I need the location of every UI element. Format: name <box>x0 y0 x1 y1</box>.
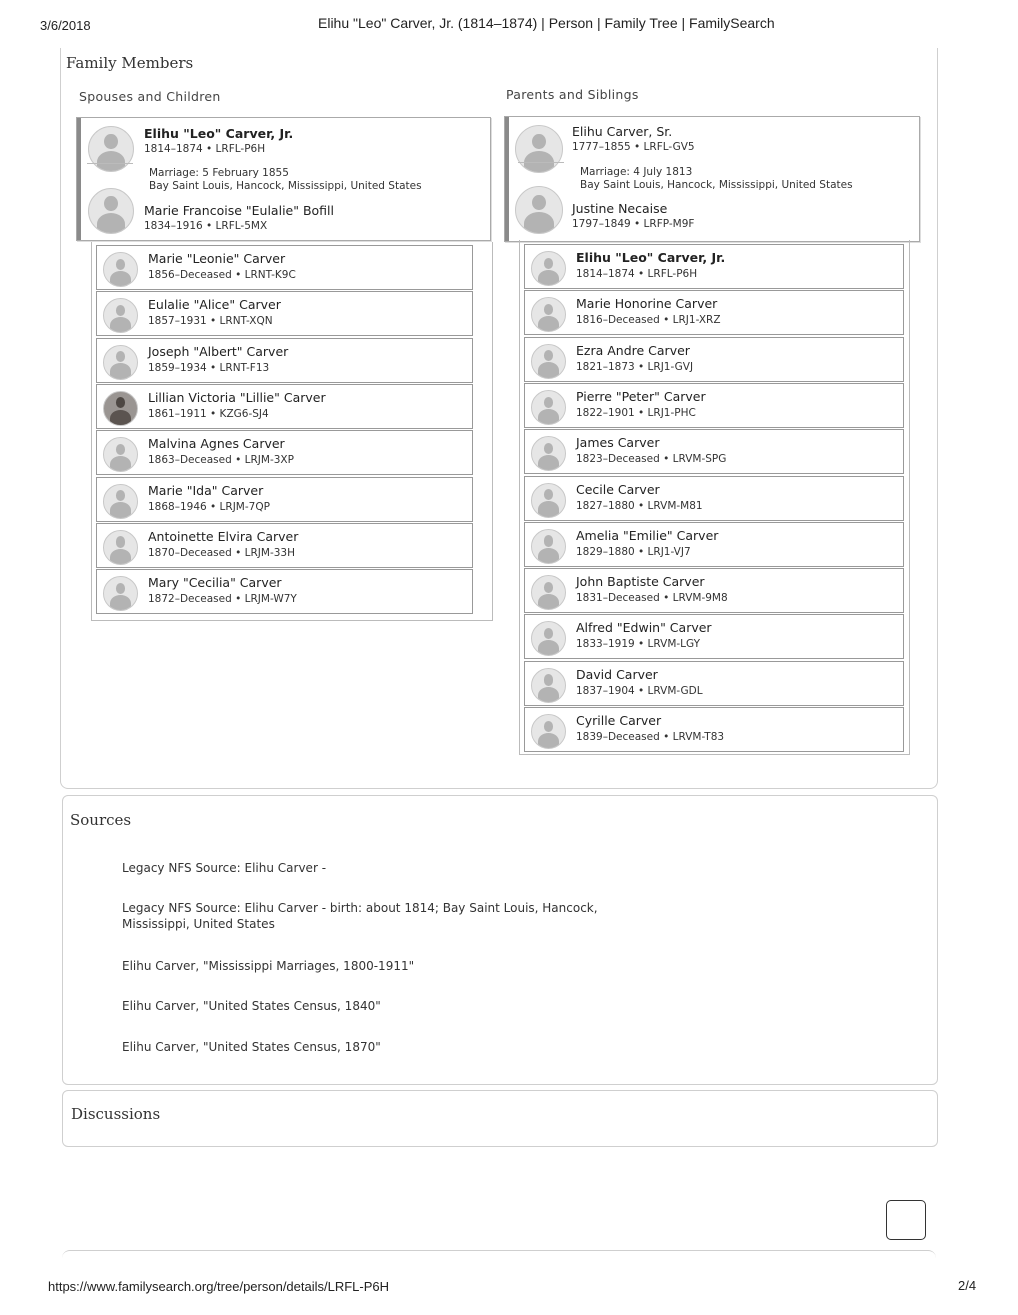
male-silhouette-icon <box>531 390 566 425</box>
discussions-panel <box>62 1090 938 1147</box>
person-card[interactable] <box>524 383 904 428</box>
male-silhouette-icon <box>531 714 566 749</box>
sources-heading: Sources <box>70 811 132 829</box>
parents-siblings-heading: Parents and Siblings <box>506 87 639 102</box>
marriage-place: Bay Saint Louis, Hancock, Mississippi, United States <box>580 179 853 191</box>
person-name[interactable]: John Baptiste Carver <box>576 574 705 590</box>
person-card[interactable] <box>524 614 904 659</box>
print-date: 3/6/2018 <box>40 18 91 33</box>
person-card[interactable] <box>96 338 473 383</box>
person-name[interactable]: Alfred "Edwin" Carver <box>576 620 712 636</box>
person-lifespan-id: 1823–Deceased • LRVM-SPG <box>576 453 727 466</box>
source-item[interactable]: Legacy NFS Source: Elihu Carver - <box>122 861 327 875</box>
parents-couple-card <box>504 116 920 242</box>
person-lifespan-id: 1816–Deceased • LRJ1-XRZ <box>576 314 721 327</box>
print-url: https://www.familysearch.org/tree/person/details/LRFL-P6H <box>48 1279 390 1294</box>
person-card[interactable] <box>524 707 904 752</box>
feedback-square-icon[interactable] <box>886 1200 926 1240</box>
person-name[interactable]: Marie Francoise "Eulalie" Bofill <box>144 203 334 218</box>
person-name[interactable]: Mary "Cecilia" Carver <box>148 575 282 591</box>
marriage-date: Marriage: 5 February 1855 <box>149 167 289 179</box>
wife-person[interactable] <box>77 181 490 241</box>
person-lifespan-id: 1856–Deceased • LRNT-K9C <box>148 269 296 281</box>
person-lifespan-id: 1857–1931 • LRNT-XQN <box>148 315 273 328</box>
divider <box>518 162 564 163</box>
male-silhouette-icon <box>103 345 138 380</box>
person-name[interactable]: Cecile Carver <box>576 481 660 497</box>
person-name[interactable]: Lillian Victoria "Lillie" Carver <box>148 389 326 405</box>
female-silhouette-icon <box>515 186 563 234</box>
person-name[interactable]: Joseph "Albert" Carver <box>148 343 289 359</box>
male-silhouette-icon <box>531 344 566 379</box>
person-name[interactable]: Ezra Andre Carver <box>576 342 690 358</box>
person-card[interactable] <box>96 430 473 475</box>
marriage-date: Marriage: 4 July 1813 <box>580 166 693 178</box>
female-silhouette-icon <box>103 576 138 611</box>
female-silhouette-icon <box>103 252 138 287</box>
person-card[interactable] <box>96 523 473 568</box>
person-name[interactable]: Pierre "Peter" Carver <box>576 388 706 404</box>
spouses-children-heading: Spouses and Children <box>79 89 221 104</box>
person-name[interactable]: James Carver <box>576 435 660 451</box>
person-card[interactable] <box>96 291 473 336</box>
person-lifespan-id: 1872–Deceased • LRJM-W7Y <box>148 593 297 606</box>
male-silhouette-icon <box>88 126 134 172</box>
source-item[interactable]: Elihu Carver, "United States Census, 1870" <box>122 1040 381 1054</box>
person-card[interactable] <box>524 429 904 474</box>
female-silhouette-icon <box>103 298 138 333</box>
person-lifespan-id: 1870–Deceased • LRJM-33H <box>148 546 295 559</box>
source-item[interactable]: Legacy NFS Source: Elihu Carver - birth: about 1814; Bay Saint Louis, Hancock, Mississippi, United States <box>122 901 598 931</box>
source-item[interactable]: Elihu Carver, "United States Census, 1840" <box>122 999 381 1013</box>
male-silhouette-icon <box>515 125 563 173</box>
person-card[interactable] <box>524 522 904 567</box>
female-silhouette-icon <box>531 483 566 518</box>
person-lifespan-id: 1859–1934 • LRNT-F13 <box>148 361 270 374</box>
person-lifespan-id: 1777–1855 • LRFL-GV5 <box>572 141 695 153</box>
person-lifespan-id: 1829–1880 • LRJ1-VJ7 <box>576 545 691 558</box>
person-lifespan-id: 1834–1916 • LRFL-5MX <box>144 220 268 232</box>
female-silhouette-icon <box>103 484 138 519</box>
person-card[interactable] <box>524 661 904 706</box>
person-lifespan-id: 1814–1874 • LRFL-P6H <box>144 143 266 155</box>
person-card[interactable] <box>96 477 473 522</box>
discussions-heading: Discussions <box>71 1105 161 1123</box>
female-silhouette-icon <box>531 297 566 332</box>
person-lifespan-id: 1797–1849 • LRFP-M9F <box>572 218 695 230</box>
person-lifespan-id: 1861–1911 • KZG6-SJ4 <box>148 407 269 420</box>
mother-person[interactable] <box>505 180 919 240</box>
spouse-couple-card <box>76 117 491 241</box>
next-panel-edge <box>62 1250 936 1271</box>
person-name[interactable]: Malvina Agnes Carver <box>148 436 285 452</box>
person-name[interactable]: Antoinette Elvira Carver <box>148 528 299 544</box>
person-lifespan-id: 1822–1901 • LRJ1-PHC <box>576 406 696 419</box>
male-silhouette-icon <box>531 436 566 471</box>
person-card[interactable] <box>524 568 904 613</box>
person-name[interactable]: David Carver <box>576 666 658 682</box>
marriage-place: Bay Saint Louis, Hancock, Mississippi, United States <box>149 180 422 192</box>
person-card[interactable] <box>96 569 473 614</box>
person-lifespan-id: 1827–1880 • LRVM-M81 <box>576 499 703 512</box>
person-lifespan-id: 1837–1904 • LRVM-GDL <box>576 684 703 697</box>
female-silhouette-icon <box>531 529 566 564</box>
person-card[interactable] <box>96 245 473 290</box>
male-silhouette-icon <box>531 575 566 610</box>
person-name[interactable]: Amelia "Emilie" Carver <box>576 527 719 543</box>
family-members-heading: Family Members <box>66 54 194 72</box>
person-name[interactable]: Cyrille Carver <box>576 713 662 728</box>
person-lifespan-id: 1863–Deceased • LRJM-3XP <box>148 454 294 467</box>
print-page-number: 2/4 <box>958 1278 977 1293</box>
female-silhouette-icon <box>103 437 138 472</box>
person-name[interactable]: Eulalie "Alice" Carver <box>148 297 281 313</box>
sources-panel <box>62 795 938 1085</box>
person-card[interactable] <box>524 244 904 289</box>
portrait-photo <box>103 391 138 426</box>
person-name[interactable]: Marie "Leonie" Carver <box>148 251 286 266</box>
male-silhouette-icon <box>531 668 566 703</box>
female-silhouette-icon <box>103 530 138 565</box>
person-lifespan-id: 1839–Deceased • LRVM-T83 <box>576 731 725 743</box>
divider <box>87 163 133 164</box>
person-name[interactable]: Marie "Ida" Carver <box>148 482 264 498</box>
person-card[interactable] <box>96 384 473 429</box>
person-card[interactable] <box>524 337 904 382</box>
person-name[interactable]: Marie Honorine Carver <box>576 296 718 312</box>
person-lifespan-id: 1821–1873 • LRJ1-GVJ <box>576 360 694 373</box>
person-name[interactable]: Justine Necaise <box>572 201 668 216</box>
person-name[interactable]: Elihu "Leo" Carver, Jr. <box>576 250 726 265</box>
male-silhouette-icon <box>531 251 566 286</box>
print-page-title: Elihu "Leo" Carver, Jr. (1814–1874) | Person | Family Tree | FamilySearch <box>318 15 775 31</box>
person-name[interactable]: Elihu "Leo" Carver, Jr. <box>144 126 294 141</box>
person-lifespan-id: 1831–Deceased • LRVM-9M8 <box>576 592 728 605</box>
person-card[interactable] <box>524 290 904 335</box>
person-lifespan-id: 1868–1946 • LRJM-7QP <box>148 500 270 513</box>
person-lifespan-id: 1833–1919 • LRVM-LGY <box>576 638 701 651</box>
person-lifespan-id: 1814–1874 • LRFL-P6H <box>576 268 698 280</box>
source-item[interactable]: Elihu Carver, "Mississippi Marriages, 1800-1911" <box>122 959 415 973</box>
male-silhouette-icon <box>531 621 566 656</box>
family-members-panel <box>60 48 938 789</box>
person-card[interactable] <box>524 476 904 521</box>
female-silhouette-icon <box>88 188 134 234</box>
person-name[interactable]: Elihu Carver, Sr. <box>572 124 673 139</box>
